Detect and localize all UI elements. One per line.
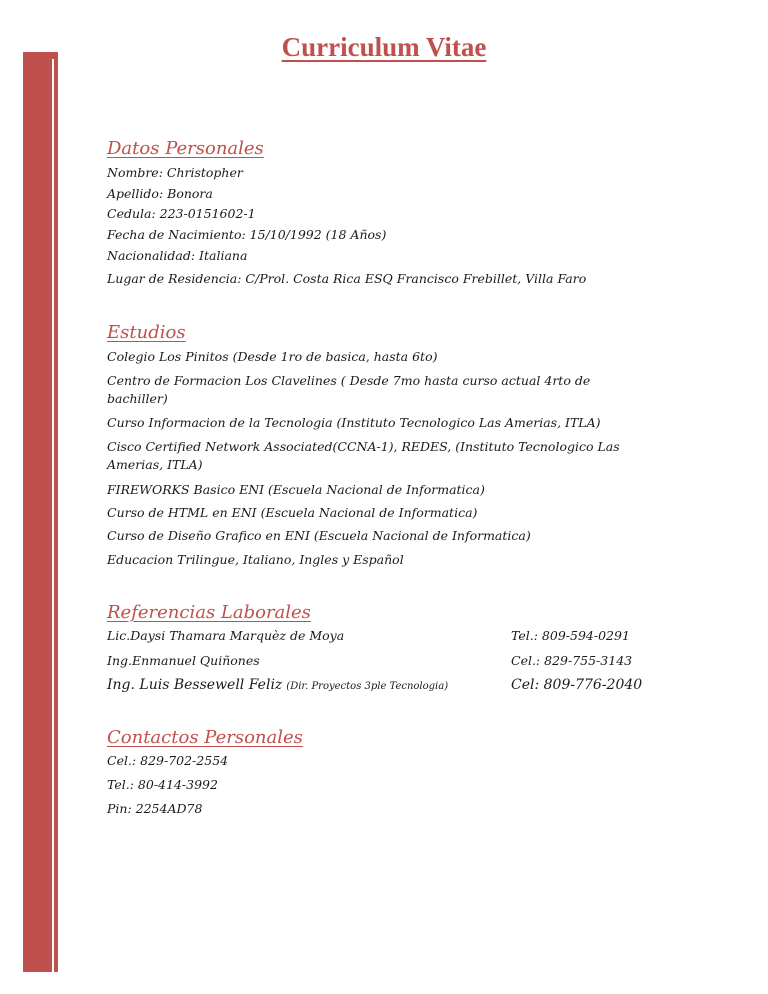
section-heading-estudios: Estudios xyxy=(107,322,186,343)
section-heading-referencias: Referencias Laborales xyxy=(107,602,311,623)
contact-cel: Cel.: 829-702-2554 xyxy=(107,753,229,768)
estudio-item: Curso Informacion de la Tecnologia (Instituto Tecnologico Las Amerias, ITLA) xyxy=(107,415,601,430)
reference-name: Ing.Enmanuel Quiñones xyxy=(107,653,260,668)
datos-residencia: Lugar de Residencia: C/Prol. Costa Rica ESQ Francisco Frebillet, Villa Faro xyxy=(107,271,587,286)
section-heading-datos-personales: Datos Personales xyxy=(107,138,264,159)
contact-pin: Pin: 2254AD78 xyxy=(107,801,203,816)
reference-name: Ing. Luis Bessewell Feliz xyxy=(107,677,283,693)
datos-apellido: Apellido: Bonora xyxy=(107,186,213,201)
estudio-item: Curso de Diseño Grafico en ENI (Escuela Nacional de Informatica) xyxy=(107,528,531,543)
estudio-item: Cisco Certified Network Associated(CCNA-1), REDES, (Instituto Tecnologico Las Amerias, ITLA) xyxy=(107,439,620,472)
estudio-item: Centro de Formacion Los Clavelines ( Desde 7mo hasta curso actual 4rto de bachiller) xyxy=(107,373,591,406)
estudio-item: Colegio Los Pinitos (Desde 1ro de basica, hasta 6to) xyxy=(107,349,438,364)
contact-tel: Tel.: 80-414-3992 xyxy=(107,777,218,792)
datos-nacionalidad: Nacionalidad: Italiana xyxy=(107,248,248,263)
datos-nombre: Nombre: Christopher xyxy=(107,165,243,180)
datos-fecha-nacimiento: Fecha de Nacimiento: 15/10/1992 (18 Años) xyxy=(107,227,387,242)
decorative-side-bar xyxy=(23,52,58,972)
section-heading-contactos: Contactos Personales xyxy=(107,727,303,748)
document-title: Curriculum Vitae xyxy=(281,32,487,62)
estudio-item: Curso de HTML en ENI (Escuela Nacional de Informatica) xyxy=(107,505,478,520)
datos-cedula: Cedula: 223-0151602-1 xyxy=(107,206,256,221)
reference-phone: Cel.: 829-755-3143 xyxy=(511,653,633,668)
reference-name: Lic.Daysi Thamara Marquèz de Moya xyxy=(107,628,345,643)
reference-phone: Cel: 809-776-2040 xyxy=(511,677,643,693)
estudio-item: FIREWORKS Basico ENI (Escuela Nacional de Informatica) xyxy=(107,482,485,497)
reference-phone: Tel.: 809-594-0291 xyxy=(511,628,630,643)
estudio-item: Educacion Trilingue, Italiano, Ingles y Español xyxy=(107,552,404,567)
reference-note: (Dir. Proyectos 3ple Tecnologia) xyxy=(286,681,449,692)
reference-row xyxy=(107,677,448,693)
